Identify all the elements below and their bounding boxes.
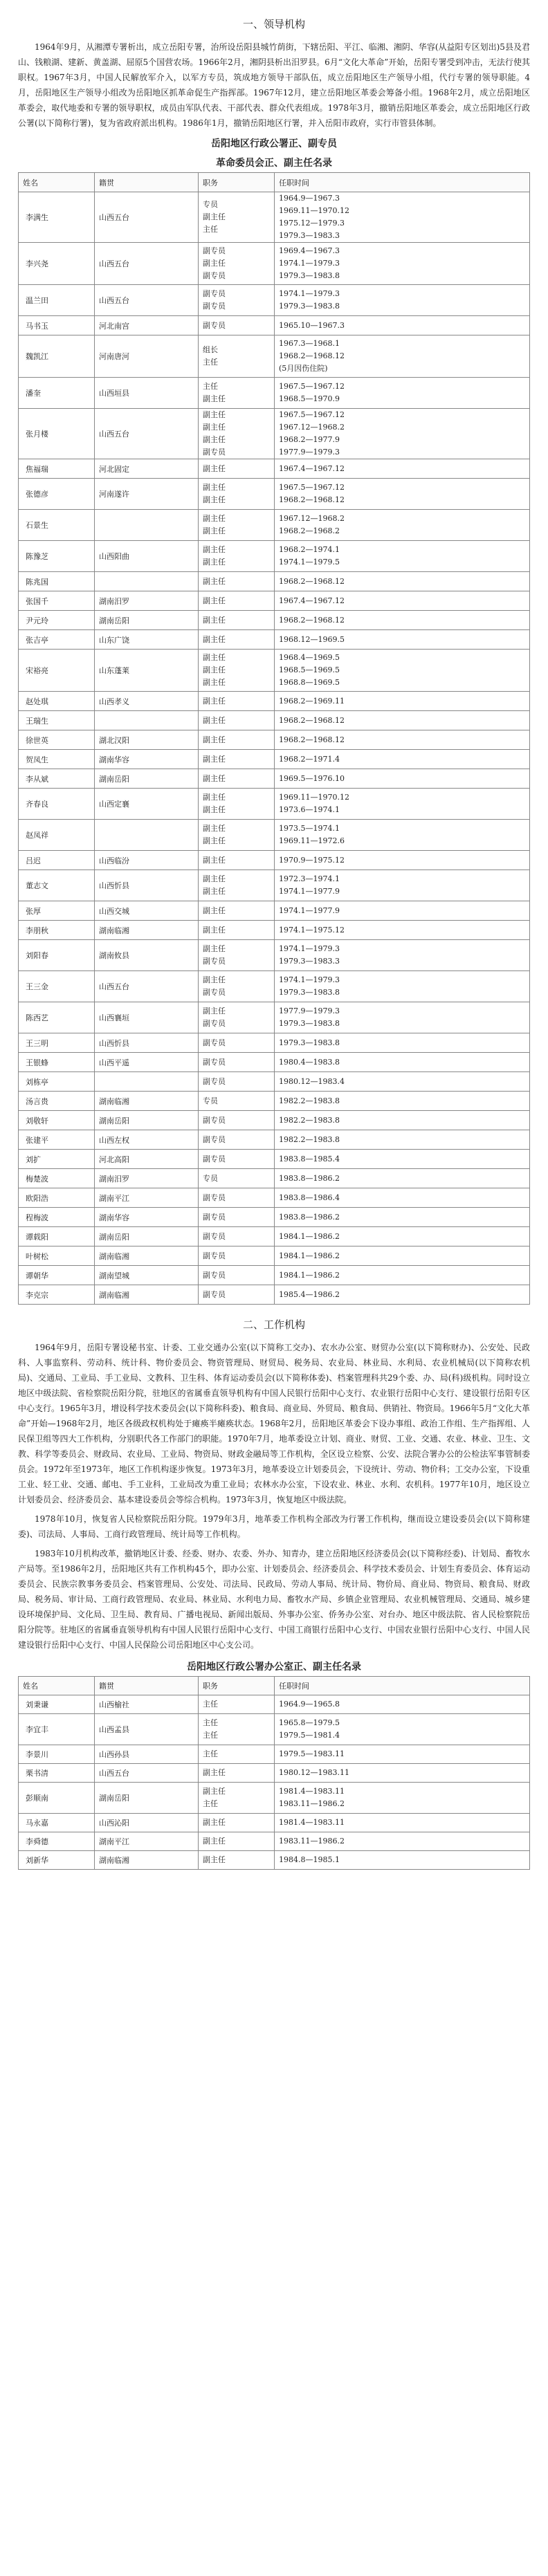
cell-position: 副主任	[199, 459, 275, 479]
cell-origin: 湖南平江	[95, 1188, 199, 1208]
cell-name: 张吉亭	[19, 630, 95, 650]
cell-term: 1982.2—1983.8	[275, 1130, 530, 1150]
cell-origin: 山西定襄	[95, 789, 199, 820]
table-row	[19, 1150, 530, 1169]
cell-origin: 山西襄垣	[95, 1002, 199, 1033]
header-term: 任职时间	[275, 173, 530, 192]
cell-origin: 山西五台	[95, 243, 199, 285]
table-row	[19, 1745, 530, 1764]
cell-term: 1985.4—1986.2	[275, 1285, 530, 1305]
cell-position: 专员 副主任 主任	[199, 192, 275, 243]
header-position: 职务	[199, 1677, 275, 1695]
cell-position: 主任	[199, 1695, 275, 1714]
cell-origin: 山西五台	[95, 285, 199, 316]
cell-origin: 山西五台	[95, 409, 199, 459]
table-row	[19, 692, 530, 711]
table-row	[19, 769, 530, 789]
table-row	[19, 611, 530, 630]
cell-term: 1968.2—1969.11	[275, 692, 530, 711]
cell-term: 1980.12—1983.11	[275, 1764, 530, 1783]
cell-position: 副主任	[199, 572, 275, 591]
cell-term: 1967.12—1968.2 1968.2—1968.2	[275, 510, 530, 541]
table-row	[19, 316, 530, 335]
table-row	[19, 335, 530, 378]
cell-origin: 山西平遥	[95, 1053, 199, 1072]
table-row	[19, 630, 530, 650]
table-row	[19, 1695, 530, 1714]
cell-term: 1968.2—1968.12	[275, 611, 530, 630]
cell-name: 温兰田	[19, 285, 95, 316]
cell-name: 李朋秋	[19, 921, 95, 940]
cell-term: 1967.4—1967.12	[275, 591, 530, 611]
cell-term: 1981.4—1983.11 1983.11—1986.2	[275, 1783, 530, 1814]
cell-origin: 山东广饶	[95, 630, 199, 650]
header-origin: 籍贯	[95, 1677, 199, 1695]
cell-position: 主任 副主任	[199, 378, 275, 409]
cell-position: 副主任 副主任 副主任 副专员	[199, 409, 275, 459]
cell-term: 1964.9—1967.3 1969.11—1970.12 1975.12—1979.3 1979.3—1983.3	[275, 192, 530, 243]
cell-name: 李景川	[19, 1745, 95, 1764]
cell-origin: 湖南岳阳	[95, 1783, 199, 1814]
cell-position: 副专员	[199, 1227, 275, 1246]
cell-origin: 湖南临湘	[95, 1246, 199, 1266]
cell-term: 1970.9—1975.12	[275, 851, 530, 870]
cell-name: 魏凯江	[19, 335, 95, 378]
cell-position: 副主任	[199, 711, 275, 730]
cell-position: 副专员 副主任 副专员	[199, 243, 275, 285]
cell-origin	[95, 711, 199, 730]
cell-name: 潘奎	[19, 378, 95, 409]
cell-origin: 湖南岳阳	[95, 1227, 199, 1246]
table-row	[19, 1130, 530, 1150]
table-row	[19, 1092, 530, 1111]
cell-origin: 山西五台	[95, 971, 199, 1002]
table-row	[19, 572, 530, 591]
cell-position: 副主任	[199, 851, 275, 870]
cell-name: 石景生	[19, 510, 95, 541]
table-row	[19, 192, 530, 243]
table-row	[19, 1832, 530, 1851]
cell-name: 刘栋亭	[19, 1072, 95, 1092]
cell-position: 副主任	[199, 1814, 275, 1832]
header-term: 任职时间	[275, 1677, 530, 1695]
cell-name: 张建平	[19, 1130, 95, 1150]
header-origin: 籍贯	[95, 173, 199, 192]
table-row	[19, 1227, 530, 1246]
cell-term: 1984.1—1986.2	[275, 1246, 530, 1266]
cell-term: 1968.4—1969.5 1968.5—1969.5 1968.8—1969.5	[275, 650, 530, 692]
cell-position: 副专员	[199, 1188, 275, 1208]
cell-origin: 湖南临湘	[95, 1851, 199, 1870]
cell-position: 副主任	[199, 611, 275, 630]
office-directors-table-body	[19, 1695, 530, 1870]
cell-origin: 河南遂许	[95, 479, 199, 510]
cell-term: 1981.4—1983.11	[275, 1814, 530, 1832]
table-row	[19, 870, 530, 901]
cell-origin: 山东蓬莱	[95, 650, 199, 692]
cell-position: 副主任	[199, 769, 275, 789]
cell-position: 副主任	[199, 921, 275, 940]
cell-position: 副主任	[199, 1764, 275, 1783]
cell-name: 陈豫芝	[19, 541, 95, 572]
table-header-row	[19, 1677, 530, 1695]
cell-origin: 湖南望城	[95, 1266, 199, 1285]
cell-term: 1974.1—1977.9	[275, 901, 530, 921]
cell-origin: 山西沁阳	[95, 1814, 199, 1832]
cell-term: 1969.5—1976.10	[275, 769, 530, 789]
table-row	[19, 1208, 530, 1227]
table-row	[19, 1266, 530, 1285]
cell-term: 1967.5—1967.12 1967.12—1968.2 1968.2—1977.9 1977.9—1979.3	[275, 409, 530, 459]
cell-term: 1983.8—1986.2	[275, 1169, 530, 1188]
cell-position: 副主任 副主任	[199, 789, 275, 820]
agencies-paragraph-1: 1964年9月，岳阳专署设秘书室、计委、工业交通办公室(以下简称工交办)、农水办公室、财贸办公室(以下简称财办)、公安处、民政科、人事监察科、劳动科、统计科、物价委员会、物资管理局、财贸局、税务局、农业局、林业局、水利局、农业机械局(以下简称农机局)、交通局、工业局、手工业局、文教科、卫生科、体育运动委员会(以下简称体委)、档案管理科共29个委、办、局(科)级机构。同时设立地区中级法院、省检察院岳阳分院，驻地区的省属垂直领导机构有中国人民银行岳阳中心支行、农业银行岳阳中心支行、建设银行岳阳专区中心支行。1965年3月，增设科学技术委员会(以下简称科委)、粮食局、商业局、外贸局、粮食局、供销社、物资局。1966年5月“文化大革命”开始—1968年2月，地区各级政权机构处于瘫痪半瘫痪状态。1968年2月，岳阳地区革委会下设办事组、政治工作组、生产指挥组、人民保卫组等四大工作机构，分别职代各工作部门的职能。1970年7月，地革委设立计划、商业、财贸、工业、交通、农业、林业、卫生、文教、科学等委员会、财政局、农业局、工业局、物资局、财政金融局等工作机构，全区设立检察、公安、法院合署办公的公检法军事管制委员会。1972年至1973年，地区工作机构逐步恢复。1973年3月，地革委设立计划委员会，下设统计、劳动、物价科；工交办公室，下设重工业、轻工业、交通、邮电、手工业科，工业局改为重工业局；农林水办公室，下设农业、林业、水利、农机科。1977年10月，地区设立计划委员会、经济委员会、基本建设委员会等综合机构。1973年3月，恢复地区中级法院。	[18, 1343, 530, 1505]
commissioners-table	[18, 172, 530, 1305]
cell-name: 欧阳浩	[19, 1188, 95, 1208]
cell-term: 1983.8—1986.4	[275, 1188, 530, 1208]
cell-term: 1984.8—1985.1	[275, 1851, 530, 1870]
cell-name: 李宜丰	[19, 1714, 95, 1745]
cell-origin: 山西忻县	[95, 870, 199, 901]
cell-position: 副主任	[199, 1851, 275, 1870]
cell-position: 副主任	[199, 750, 275, 769]
cell-name: 李满生	[19, 192, 95, 243]
cell-position: 副主任	[199, 730, 275, 750]
cell-name: 叶树松	[19, 1246, 95, 1266]
cell-position: 副主任	[199, 692, 275, 711]
cell-term: 1967.5—1967.12 1968.5—1970.9	[275, 378, 530, 409]
cell-origin: 湖北汉阳	[95, 730, 199, 750]
cell-name: 李舜德	[19, 1832, 95, 1851]
table-row	[19, 650, 530, 692]
table-row	[19, 1072, 530, 1092]
cell-position: 副主任	[199, 901, 275, 921]
cell-origin: 湖南汨罗	[95, 591, 199, 611]
cell-origin	[95, 820, 199, 851]
cell-name: 刘敬轩	[19, 1111, 95, 1130]
leadership-paragraph: 1964年9月，从湘潭专署析出，成立岳阳专署，治所设岳阳县城竹荫街，下辖岳阳、平江、临湘、湘阴、华容(从益阳专区划出)5县及君山、钱粮湖、建新、黄盖湖、屈原5个国营农场。1966年2月，湘阴县析出汨罗县。6月“文化大革命”开始，岳阳专署受到冲击，无法行使其职权。1967年3月，中国人民解放军介入，以军方专员，筑成地方领导干部队伍，成立岳阳地区生产领导小组，代行专署的领导职能。4月，岳阳地区生产领导小组改为岳阳地区抓革命促生产指挥部。1967年12月，建立岳阳地区革委会筹备小组。1968年2月，成立岳阳地区革委会，取代地委和专署的领导职权，成员由军队代表、干部代表、群众代表组成。1978年3月，撤销岳阳地区革委会，成立岳阳地区行政公署(以下简称行署)，复为省政府派出机构。1986年1月，撤销岳阳地区行署，并入岳阳市政府，实行市管县体制。	[18, 42, 530, 128]
office-directors-table	[18, 1676, 530, 1870]
table-row	[19, 1714, 530, 1745]
table1-title-line1: 岳阳地区行政公署正、副专员	[211, 138, 337, 149]
cell-position: 副主任 副主任	[199, 510, 275, 541]
cell-origin: 山西孙县	[95, 1745, 199, 1764]
cell-name: 宋裕亮	[19, 650, 95, 692]
cell-term: 1965.10—1967.3	[275, 316, 530, 335]
cell-position: 副专员	[199, 1130, 275, 1150]
cell-origin: 河北南宫	[95, 316, 199, 335]
table-row	[19, 409, 530, 459]
agencies-paragraph-3: 1983年10月机构改革，撤销地区计委、经委、财办、农委、外办、知青办，建立岳阳地区经济委员会(以下简称经委)、计划局、畜牧水产局等。至1986年2月，岳阳地区共有工作机构45个，即办公室、计划委员会、经济委员会、科学技术委员会、计划生育委员会、体育运动委员会、民族宗教事务委员会、档案管理局、公安处、司法局、民政局、劳动人事局、统计局、物价局、商业局、物资局、粮食局、财政局、税务局、审计局、工商行政管理局、农业局、林业局、水利电力局、畜牧水产局、乡镇企业管理局、农业机械管理局、交通局、城乡建设环境保护局、文化局、卫生局、教育局、广播电视局、新闻出版局、外事办公室、侨务办公室、对台办、地区中级法院、省人民检察院岳阳分院等。驻地区的省属垂直领导机构有中国人民银行岳阳中心支行、中国工商银行岳阳中心支行、中国农业银行岳阳中心支行、中国人民建设银行岳阳中心支行、中国人民保险公司岳阳地区中心支公司。	[18, 1549, 530, 1650]
table2-title: 岳阳地区行政公署办公室正、副主任名录	[187, 1662, 361, 1673]
cell-origin: 湖南汨罗	[95, 1169, 199, 1188]
cell-position: 副专员	[199, 1033, 275, 1053]
table-row	[19, 921, 530, 940]
table-header-row	[19, 173, 530, 192]
cell-origin: 湖南岳阳	[95, 611, 199, 630]
header-name: 姓名	[19, 1677, 95, 1695]
header-position: 职务	[199, 173, 275, 192]
cell-position: 副主任 副主任	[199, 870, 275, 901]
cell-position: 副专员	[199, 316, 275, 335]
table-row	[19, 901, 530, 921]
cell-origin: 山西垣县	[95, 378, 199, 409]
cell-term: 1964.9—1965.8	[275, 1695, 530, 1714]
cell-name: 赵处琪	[19, 692, 95, 711]
cell-term: 1984.1—1986.2	[275, 1266, 530, 1285]
cell-term: 1974.1—1979.3 1979.3—1983.3	[275, 940, 530, 971]
document-page	[18, 0, 530, 1870]
table-row	[19, 730, 530, 750]
cell-name: 张厚	[19, 901, 95, 921]
table-row	[19, 591, 530, 611]
cell-term: 1982.2—1983.8	[275, 1092, 530, 1111]
cell-name: 王三明	[19, 1033, 95, 1053]
cell-position: 副专员	[199, 1285, 275, 1305]
section-heading-agencies: 二、工作机构	[242, 1318, 305, 1331]
cell-origin: 湖南临湘	[95, 1285, 199, 1305]
cell-name: 刘扩	[19, 1150, 95, 1169]
cell-origin: 湖南岳阳	[95, 1111, 199, 1130]
cell-position: 副主任	[199, 1832, 275, 1851]
cell-name: 徐世英	[19, 730, 95, 750]
cell-name: 陈西艺	[19, 1002, 95, 1033]
cell-name: 汤言贵	[19, 1092, 95, 1111]
cell-origin	[95, 1072, 199, 1092]
cell-term: 1967.4—1967.12	[275, 459, 530, 479]
cell-term: 1967.5—1967.12 1968.2—1968.12	[275, 479, 530, 510]
cell-origin: 山西阳曲	[95, 541, 199, 572]
cell-name: 栗书清	[19, 1764, 95, 1783]
cell-term: 1968.2—1971.4	[275, 750, 530, 769]
cell-term: 1968.2—1968.12	[275, 572, 530, 591]
table-row	[19, 1783, 530, 1814]
cell-name: 张月楼	[19, 409, 95, 459]
table-row	[19, 1814, 530, 1832]
cell-name: 王瑞生	[19, 711, 95, 730]
cell-name: 董志文	[19, 870, 95, 901]
table-row	[19, 1764, 530, 1783]
cell-term: 1983.11—1986.2	[275, 1832, 530, 1851]
cell-name: 齐春良	[19, 789, 95, 820]
cell-position: 副专员	[199, 1208, 275, 1227]
table-row	[19, 285, 530, 316]
table-row	[19, 1053, 530, 1072]
table-row	[19, 750, 530, 769]
cell-origin: 河北高阳	[95, 1150, 199, 1169]
cell-name: 焦福瑞	[19, 459, 95, 479]
cell-name: 王三金	[19, 971, 95, 1002]
cell-origin: 山西五台	[95, 1764, 199, 1783]
cell-term: 1984.1—1986.2	[275, 1227, 530, 1246]
cell-position: 副主任 副主任	[199, 541, 275, 572]
table-row	[19, 1188, 530, 1208]
cell-origin: 山西榆社	[95, 1695, 199, 1714]
cell-position: 副主任	[199, 630, 275, 650]
cell-term: 1974.1—1975.12	[275, 921, 530, 940]
cell-position: 副主任 副主任	[199, 820, 275, 851]
cell-origin: 山西忻县	[95, 1033, 199, 1053]
cell-name: 李从斌	[19, 769, 95, 789]
cell-name: 贺凤生	[19, 750, 95, 769]
cell-position: 副专员	[199, 1072, 275, 1092]
cell-position: 副主任 主任	[199, 1783, 275, 1814]
table-row	[19, 378, 530, 409]
cell-position: 副专员	[199, 1246, 275, 1266]
cell-position: 副主任 副主任	[199, 479, 275, 510]
cell-name: 刘秉谦	[19, 1695, 95, 1714]
cell-name: 马永嘉	[19, 1814, 95, 1832]
cell-position: 副专员	[199, 1150, 275, 1169]
table-row	[19, 789, 530, 820]
cell-origin: 河南唐河	[95, 335, 199, 378]
cell-name: 李兴尧	[19, 243, 95, 285]
cell-term: 1973.5—1974.1 1969.11—1972.6	[275, 820, 530, 851]
cell-position: 副专员	[199, 1111, 275, 1130]
cell-name: 梅楚波	[19, 1169, 95, 1188]
cell-origin: 山西孟县	[95, 1714, 199, 1745]
cell-origin: 山西左权	[95, 1130, 199, 1150]
cell-name: 刘阳春	[19, 940, 95, 971]
cell-origin	[95, 572, 199, 591]
cell-name: 吕迟	[19, 851, 95, 870]
cell-term: 1974.1—1979.3 1979.3—1983.8	[275, 971, 530, 1002]
table-row	[19, 479, 530, 510]
cell-position: 副专员 副专员	[199, 285, 275, 316]
cell-term: 1974.1—1979.3 1979.3—1983.8	[275, 285, 530, 316]
commissioners-table-body	[19, 192, 530, 1305]
cell-name: 谭朝华	[19, 1266, 95, 1285]
cell-origin: 山西临汾	[95, 851, 199, 870]
cell-term: 1969.4—1967.3 1974.1—1979.3 1979.3—1983.8	[275, 243, 530, 285]
cell-name: 刘新华	[19, 1851, 95, 1870]
cell-origin: 湖南临湘	[95, 1092, 199, 1111]
cell-term: 1968.2—1968.12	[275, 730, 530, 750]
cell-term: 1980.12—1983.4	[275, 1072, 530, 1092]
cell-term: 1968.12—1969.5	[275, 630, 530, 650]
cell-origin: 河北固定	[95, 459, 199, 479]
table-row	[19, 243, 530, 285]
cell-term: 1983.8—1985.4	[275, 1150, 530, 1169]
cell-term: 1968.2—1968.12	[275, 711, 530, 730]
cell-origin: 山西五台	[95, 192, 199, 243]
cell-origin: 山西交城	[95, 901, 199, 921]
table-row	[19, 1111, 530, 1130]
table1-title-line2: 革命委员会正、副主任名录	[216, 158, 332, 169]
cell-name: 王银蜂	[19, 1053, 95, 1072]
table-row	[19, 711, 530, 730]
cell-position: 副专员	[199, 1266, 275, 1285]
section-heading-leadership: 一、领导机构	[242, 18, 305, 30]
table-row	[19, 510, 530, 541]
table-row	[19, 1033, 530, 1053]
cell-origin: 湖南攸县	[95, 940, 199, 971]
cell-term: 1967.3—1968.1 1968.2—1968.12 (5月因伤住院)	[275, 335, 530, 378]
cell-name: 彭顺南	[19, 1783, 95, 1814]
cell-term: 1977.9—1979.3 1979.3—1983.8	[275, 1002, 530, 1033]
table-row	[19, 1851, 530, 1870]
cell-term: 1982.2—1983.8	[275, 1111, 530, 1130]
cell-position: 专员	[199, 1092, 275, 1111]
cell-term: 1983.8—1986.2	[275, 1208, 530, 1227]
table-row	[19, 851, 530, 870]
cell-position: 副主任	[199, 591, 275, 611]
table-row	[19, 1002, 530, 1033]
cell-origin: 湖南平江	[95, 1832, 199, 1851]
table-row	[19, 1285, 530, 1305]
cell-name: 尹元玲	[19, 611, 95, 630]
cell-term: 1980.4—1983.8	[275, 1053, 530, 1072]
table-row	[19, 541, 530, 572]
agencies-paragraph-2: 1978年10月，恢复省人民检察院岳阳分院。1979年3月，地革委工作机构全部改为行署工作机构，继而设立建设委员会(以下简称建委)、司法局、人事局、工商行政管理局、统计局等工作机构。	[18, 1514, 530, 1539]
cell-term: 1969.11—1970.12 1973.6—1974.1	[275, 789, 530, 820]
cell-name: 张国千	[19, 591, 95, 611]
cell-name: 谭载阳	[19, 1227, 95, 1246]
table-row	[19, 820, 530, 851]
cell-term: 1968.2—1974.1 1974.1—1979.5	[275, 541, 530, 572]
cell-name: 李克宗	[19, 1285, 95, 1305]
cell-position: 副主任 副专员	[199, 1002, 275, 1033]
cell-name: 张德彦	[19, 479, 95, 510]
cell-position: 副主任 副主任 副主任	[199, 650, 275, 692]
table-row	[19, 971, 530, 1002]
cell-position: 主任 主任	[199, 1714, 275, 1745]
cell-name: 赵凤祥	[19, 820, 95, 851]
cell-term: 1979.5—1983.11	[275, 1745, 530, 1764]
cell-position: 副主任 副专员	[199, 940, 275, 971]
cell-term: 1979.3—1983.8	[275, 1033, 530, 1053]
cell-name: 陈兆国	[19, 572, 95, 591]
table-row	[19, 459, 530, 479]
table-row	[19, 940, 530, 971]
cell-term: 1972.3—1974.1 1974.1—1977.9	[275, 870, 530, 901]
cell-origin: 山西孝义	[95, 692, 199, 711]
cell-origin: 湖南华容	[95, 750, 199, 769]
cell-origin: 湖南临湘	[95, 921, 199, 940]
cell-term: 1965.8—1979.5 1979.5—1981.4	[275, 1714, 530, 1745]
cell-name: 马书玉	[19, 316, 95, 335]
cell-origin: 湖南华容	[95, 1208, 199, 1227]
cell-origin: 湖南岳阳	[95, 769, 199, 789]
header-name: 姓名	[19, 173, 95, 192]
cell-position: 副专员	[199, 1053, 275, 1072]
table-row	[19, 1169, 530, 1188]
cell-position: 组长 主任	[199, 335, 275, 378]
cell-position: 专员	[199, 1169, 275, 1188]
cell-position: 主任	[199, 1745, 275, 1764]
table-row	[19, 1246, 530, 1266]
cell-name: 程梅波	[19, 1208, 95, 1227]
cell-position: 副主任 副专员	[199, 971, 275, 1002]
cell-origin	[95, 510, 199, 541]
